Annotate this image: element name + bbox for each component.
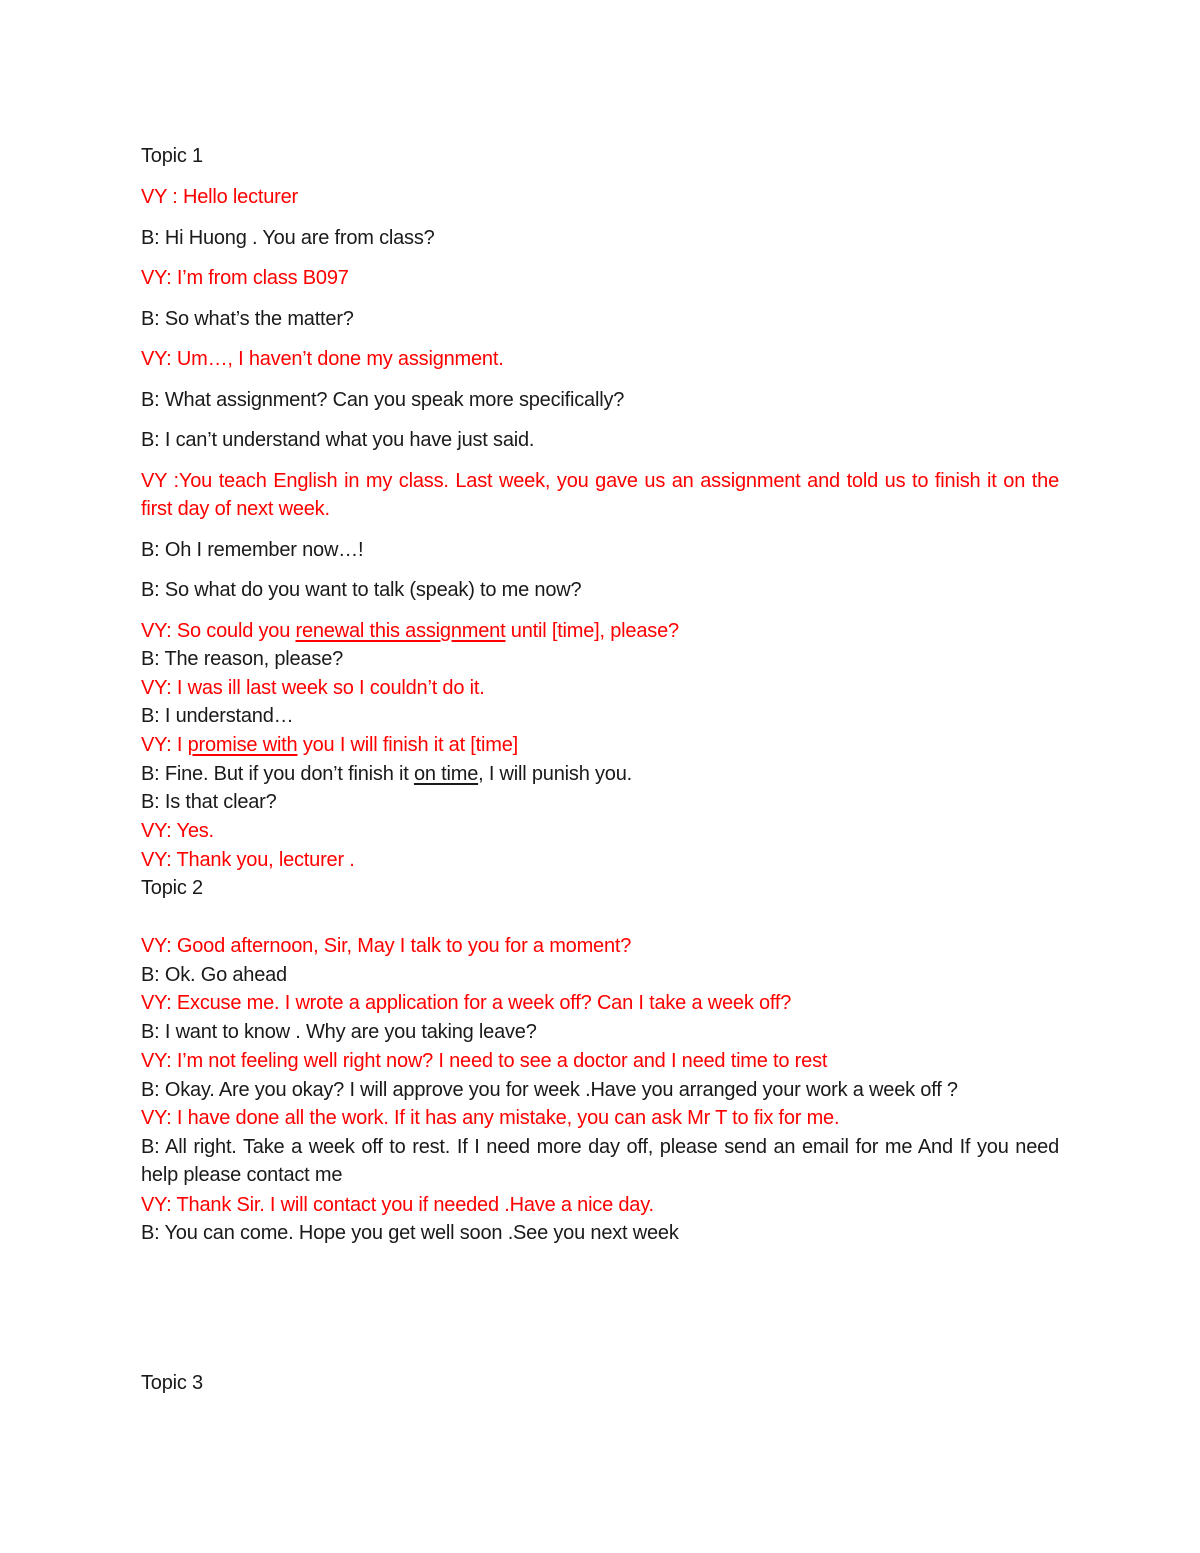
dialogue-line-b: B: The reason, please? xyxy=(141,648,344,670)
dialogue-line-b: B: You can come. Hope you get well soon .See you next week xyxy=(141,1222,679,1244)
dialogue-line-vy: VY :You teach English in my class. Last week, you gave us an assignment and told us to finish it on the first day of next week. xyxy=(141,470,1059,520)
dialogue-line-b: B: Hi Huong . You are from class? xyxy=(141,227,435,249)
dialogue-line-b: B: What assignment? Can you speak more specifically? xyxy=(141,389,625,411)
dialogue-line-vy: VY: I’m from class B097 xyxy=(141,267,349,289)
dialogue-line-vy: VY: I was ill last week so I couldn’t do it. xyxy=(141,677,485,699)
underlined-phrase: promise with xyxy=(187,734,298,756)
underlined-phrase: renewal this assignment xyxy=(295,620,506,642)
dialogue-line-b xyxy=(141,760,632,788)
dialogue-line-vy xyxy=(141,731,518,759)
dialogue-line-vy: VY: I’m not feeling well right now? I need to see a doctor and I need time to rest xyxy=(141,1050,828,1072)
underlined-phrase: on time xyxy=(413,763,479,785)
dialogue-line-b: B: So what’s the matter? xyxy=(141,308,354,330)
dialogue-line-vy: VY: Excuse me. I wrote a application for a week off? Can I take a week off? xyxy=(141,992,792,1014)
line-text: VY: So could you xyxy=(141,620,296,642)
dialogue-line-vy: VY: Um…, I haven’t done my assignment. xyxy=(141,348,504,370)
dialogue-line-vy: VY: Yes. xyxy=(141,820,214,842)
dialogue-line-vy xyxy=(141,617,679,645)
dialogue-line-b: B: I understand… xyxy=(141,705,294,727)
dialogue-line-vy: VY: I have done all the work. If it has any mistake, you can ask Mr T to fix for me. xyxy=(141,1107,840,1129)
line-text: until [time], please? xyxy=(505,620,679,642)
line-text: B: Fine. But if you don’t finish it xyxy=(141,763,414,785)
line-text: you I will finish it at [time] xyxy=(297,734,519,756)
dialogue-line-b: B: Okay. Are you okay? I will approve you for week .Have you arranged your work a week off ? xyxy=(141,1079,958,1101)
dialogue-line-vy: VY: Thank Sir. I will contact you if needed .Have a nice day. xyxy=(141,1194,654,1216)
dialogue-line-vy: VY : Hello lecturer xyxy=(141,186,299,208)
dialogue-line-b: B: Oh I remember now…! xyxy=(141,539,364,561)
dialogue-line-vy: VY: Thank you, lecturer . xyxy=(141,849,355,871)
dialogue-line-b: B: I can’t understand what you have just said. xyxy=(141,429,535,451)
line-text: VY: I xyxy=(141,734,188,756)
topic-3-heading: Topic 3 xyxy=(141,1372,203,1394)
dialogue-line-b: B: Is that clear? xyxy=(141,791,277,813)
topic-2-heading: Topic 2 xyxy=(141,877,203,899)
dialogue-line-b: B: So what do you want to talk (speak) to me now? xyxy=(141,579,582,601)
dialogue-line-b: B: Ok. Go ahead xyxy=(141,964,287,986)
dialogue-line-b: B: I want to know . Why are you taking leave? xyxy=(141,1021,537,1043)
dialogue-line-b: B: All right. Take a week off to rest. If I need more day off, please send an email for me And If you need help please contact me xyxy=(141,1136,1059,1186)
topic-1-heading: Topic 1 xyxy=(141,145,203,167)
dialogue-line-vy: VY: Good afternoon, Sir, May I talk to you for a moment? xyxy=(141,935,632,957)
line-text: , I will punish you. xyxy=(478,763,632,785)
